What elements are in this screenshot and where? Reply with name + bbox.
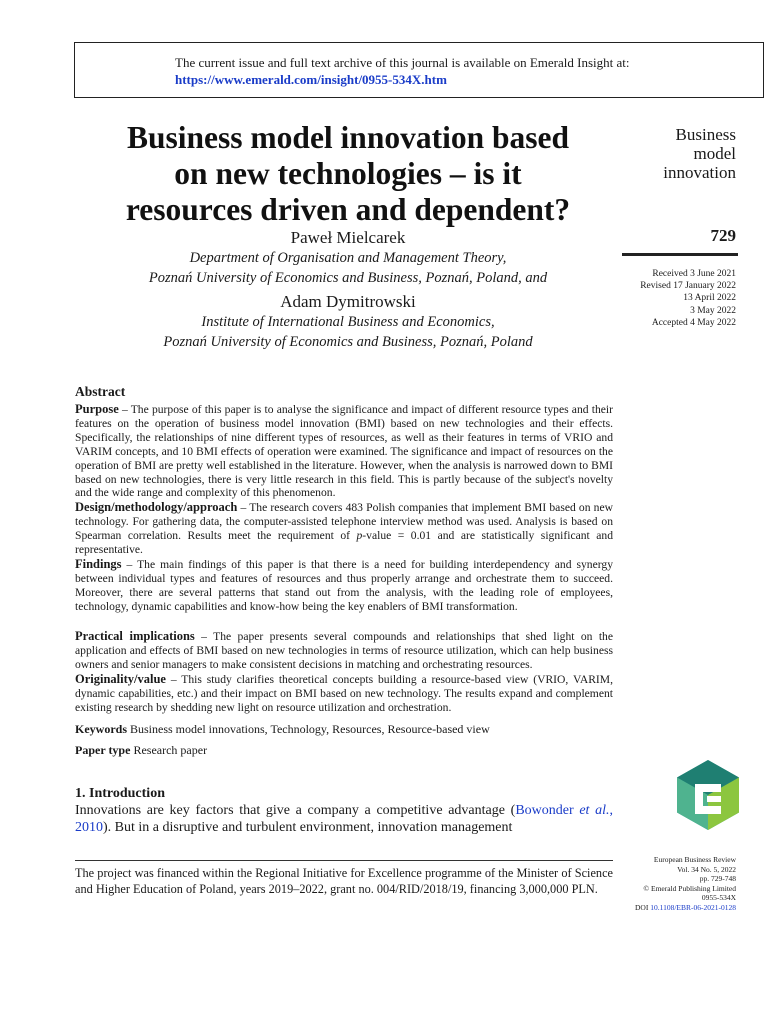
running-title-line: innovation (663, 163, 736, 182)
publisher-logo (677, 760, 739, 830)
paper-type (75, 743, 207, 758)
intro-text: Innovations are key factors that give a company a competitive advantage ( (75, 803, 516, 818)
findings-label: Findings (75, 557, 122, 571)
footnote-rule (75, 860, 613, 861)
date-line: Accepted 4 May 2022 (651, 317, 736, 328)
keywords-text: Business model innovations, Technology, Resources, Resource-based view (130, 722, 490, 736)
journal-line: European Business Review (653, 855, 736, 864)
running-title-line: Business (675, 125, 736, 144)
journal-line: Vol. 34 No. 5, 2022 (677, 864, 736, 874)
keywords-label: Keywords (75, 722, 127, 736)
paper-type-label: Paper type (75, 743, 131, 757)
findings-text: – The main findings of this paper is that there is a need for building interdependency and synergy between individual types and features of resources and thus properly arrange and orchestrate them to succeed. Moreover, there are several patterns that stand out from the analysis, with the leading role of employees, technology, dynamic capabilities and know-how being the key enablers of BMI transformation. (75, 558, 613, 613)
notice-link[interactable]: https://www.emerald.com/insight/0955-534X.htm (175, 72, 447, 87)
practical-label: Practical implications (75, 629, 195, 643)
author-affiliation (74, 312, 622, 352)
abstract-design (75, 501, 613, 557)
affiliation-line: Department of Organisation and Management Theory, (189, 250, 507, 266)
paper-type-text: Research paper (133, 743, 208, 757)
notice-text: The current issue and full text archive of this journal is available on Emerald Insight at: (175, 55, 630, 70)
submission-dates (596, 268, 736, 329)
abstract-practical (75, 630, 613, 672)
design-p: p (356, 528, 363, 542)
design-text-cont: -value = 0.01 and are statistically significant and representative. (75, 528, 613, 556)
emerald-logo-icon (677, 760, 739, 830)
sidebar-rule (622, 253, 738, 256)
date-line: Revised 17 January 2022 (640, 281, 736, 292)
intro-paragraph (75, 802, 613, 836)
journal-line: pp. 729-748 (699, 874, 736, 883)
citation-link[interactable]: Bowonder et al., 2010 (75, 803, 614, 835)
purpose-label: Purpose (75, 402, 119, 416)
running-title (596, 125, 736, 182)
date-line: Received 3 June 2021 (652, 269, 736, 279)
author-name: Paweł Mielcarek (290, 228, 406, 247)
journal-access-notice (74, 42, 764, 98)
date-line: 3 May 2022 (690, 305, 736, 316)
abstract-findings (75, 558, 613, 614)
design-label: Design/methodology/approach (75, 500, 238, 514)
abstract-originality (75, 673, 613, 715)
keywords (75, 722, 490, 737)
section-heading: 1. Introduction (75, 786, 165, 801)
originality-label: Originality/value (75, 672, 166, 686)
date-line: 13 April 2022 (683, 293, 736, 304)
author-affiliation (74, 248, 622, 288)
page-number: 729 (710, 226, 736, 245)
journal-info (596, 855, 736, 912)
affiliation-line: Poznań University of Economics and Business, Poznań, Poland, and (148, 270, 548, 286)
intro-text-cont: ). But in a disruptive and turbulent environment, innovation management (103, 820, 513, 835)
abstract-heading: Abstract (75, 384, 126, 399)
doi-link[interactable]: 10.1108/EBR-06-2021-0128 (650, 902, 736, 912)
doi-line: DOI 10.1108/EBR-06-2021-0128 (635, 902, 736, 912)
title-line: on new technologies – is it (174, 156, 522, 191)
abstract-purpose (75, 403, 613, 500)
running-title-line: model (693, 144, 736, 163)
article-title (74, 120, 622, 228)
title-line: Business model innovation based (127, 120, 569, 155)
purpose-text: – The purpose of this paper is to analyse the significance and impact of different resource types and their features on the operation of business model innovation (BMI) based on new technologies and their effects. Specifically, the relationships of nine different types of resources, as well as their features in terms of VRIO and VARIM concepts, and 10 BMI effects of operation were examined. The significance and impact of resources on the operation of BMI are pretty well established in the literature. However, when the analysis is narrowed down to BMI based on new technologies, there is very little research in this field. This is partly because of the subject's novelty and the wide range and complexity of this phenomenon. (75, 403, 613, 500)
affiliation-line: Poznań University of Economics and Business, Poznań, Poland (163, 334, 533, 350)
design-text: – The research covers 483 Polish companies that implement BMI based on new technology. For gathering data, the computer-assisted telephone interview method was used. Analysis is based on Spearman correlation. Results meet the requirement of (75, 501, 613, 542)
journal-line: © Emerald Publishing Limited (643, 883, 736, 893)
author-name: Adam Dymitrowski (280, 292, 416, 311)
title-line: resources driven and dependent? (125, 192, 571, 227)
funding-footnote: The project was financed within the Regional Initiative for Excellence programme of the Minister of Science and Higher Education of Poland, years 2019–2022, grant no. 004/RID/2018/19, financing 3,000,000 PLN. (75, 866, 613, 896)
originality-text: – This study clarifies theoretical concepts building a resource-based view (VRIO, VARIM, dynamic capabilities, etc.) and their impact on BMI based on new technology. The results expand and complement existing research by shedding new light on resource utilization and orchestration. (75, 673, 613, 714)
journal-line: 0955-534X (701, 893, 736, 902)
practical-text: – The paper presents several compounds and relationships that shed light on the application and effects of BMI based on new technologies in terms of resource utilization, which can help business owners and senior managers to make consistent decisions in matching and orchestrating resources. (75, 630, 614, 671)
affiliation-line: Institute of International Business and Economics, (201, 314, 495, 330)
